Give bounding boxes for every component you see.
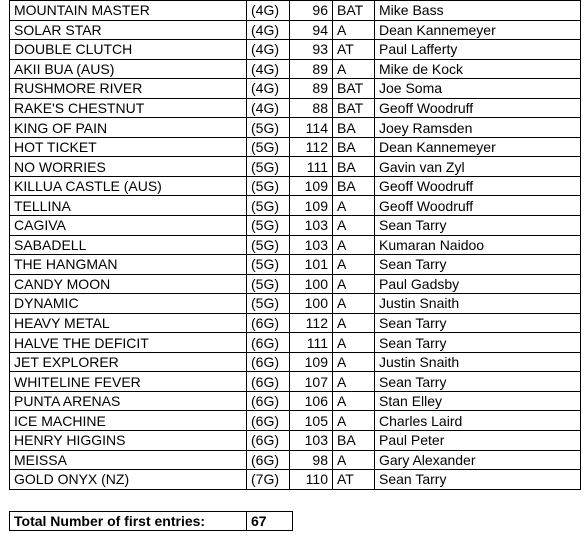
equipment-code-cell: AT bbox=[333, 470, 375, 490]
equipment-code-cell: A bbox=[333, 216, 375, 236]
horse-name-cell: THE HANGMAN bbox=[10, 255, 247, 275]
age-cell: (5G) bbox=[247, 118, 290, 138]
trainer-cell: Dean Kannemeyer bbox=[375, 20, 581, 40]
age-cell: (5G) bbox=[247, 235, 290, 255]
age-cell: (6G) bbox=[247, 372, 290, 392]
age-cell: (5G) bbox=[247, 176, 290, 196]
equipment-code-cell: BA bbox=[333, 176, 375, 196]
age-cell: (6G) bbox=[247, 431, 290, 451]
age-cell: (4G) bbox=[247, 79, 290, 99]
horse-name-cell: MOUNTAIN MASTER bbox=[10, 1, 247, 21]
horse-name-cell: RUSHMORE RIVER bbox=[10, 79, 247, 99]
age-cell: (4G) bbox=[247, 20, 290, 40]
horse-name-cell: DYNAMIC bbox=[10, 294, 247, 314]
horse-name-cell: TELLINA bbox=[10, 196, 247, 216]
trainer-cell: Justin Snaith bbox=[375, 352, 581, 372]
age-cell: (5G) bbox=[247, 137, 290, 157]
table-row bbox=[10, 196, 581, 216]
equipment-code-cell: A bbox=[333, 391, 375, 411]
horse-name-cell: KING OF PAIN bbox=[10, 118, 247, 138]
equipment-code-cell: A bbox=[333, 20, 375, 40]
equipment-code-cell: A bbox=[333, 333, 375, 353]
age-cell: (6G) bbox=[247, 333, 290, 353]
horse-name-cell: GOLD ONYX (NZ) bbox=[10, 470, 247, 490]
age-cell: (4G) bbox=[247, 40, 290, 60]
trainer-cell: Sean Tarry bbox=[375, 470, 581, 490]
trainer-cell: Joe Soma bbox=[375, 79, 581, 99]
age-cell: (4G) bbox=[247, 59, 290, 79]
equipment-code-cell: A bbox=[333, 274, 375, 294]
table-row bbox=[10, 216, 581, 236]
summary-table bbox=[9, 511, 293, 531]
age-cell: (5G) bbox=[247, 196, 290, 216]
summary-label: Total Number of first entries: bbox=[10, 512, 247, 531]
equipment-code-cell: A bbox=[333, 411, 375, 431]
equipment-code-cell: A bbox=[333, 59, 375, 79]
equipment-code-cell: A bbox=[333, 450, 375, 470]
entries-table-body bbox=[10, 1, 581, 490]
table-row bbox=[10, 313, 581, 333]
horse-name-cell: MEISSA bbox=[10, 450, 247, 470]
rating-cell: 103 bbox=[290, 235, 333, 255]
rating-cell: 112 bbox=[290, 137, 333, 157]
rating-cell: 88 bbox=[290, 98, 333, 118]
rating-cell: 112 bbox=[290, 313, 333, 333]
rating-cell: 109 bbox=[290, 196, 333, 216]
horse-name-cell: KILLUA CASTLE (AUS) bbox=[10, 176, 247, 196]
table-row bbox=[10, 40, 581, 60]
equipment-code-cell: A bbox=[333, 235, 375, 255]
trainer-cell: Sean Tarry bbox=[375, 255, 581, 275]
horse-name-cell: RAKE'S CHESTNUT bbox=[10, 98, 247, 118]
equipment-code-cell: A bbox=[333, 352, 375, 372]
equipment-code-cell: BAT bbox=[333, 98, 375, 118]
horse-name-cell: SOLAR STAR bbox=[10, 20, 247, 40]
rating-cell: 98 bbox=[290, 450, 333, 470]
age-cell: (5G) bbox=[247, 294, 290, 314]
table-row bbox=[10, 333, 581, 353]
table-row bbox=[10, 372, 581, 392]
equipment-code-cell: BAT bbox=[333, 1, 375, 21]
table-row bbox=[10, 98, 581, 118]
trainer-cell: Geoff Woodruff bbox=[375, 98, 581, 118]
rating-cell: 109 bbox=[290, 352, 333, 372]
table-row bbox=[10, 20, 581, 40]
horse-name-cell: HALVE THE DEFICIT bbox=[10, 333, 247, 353]
horse-name-cell: HEAVY METAL bbox=[10, 313, 247, 333]
equipment-code-cell: BAT bbox=[333, 79, 375, 99]
trainer-cell: Gavin van Zyl bbox=[375, 157, 581, 177]
age-cell: (6G) bbox=[247, 450, 290, 470]
age-cell: (6G) bbox=[247, 313, 290, 333]
rating-cell: 103 bbox=[290, 431, 333, 451]
equipment-code-cell: BA bbox=[333, 431, 375, 451]
rating-cell: 100 bbox=[290, 274, 333, 294]
age-cell: (6G) bbox=[247, 411, 290, 431]
table-row bbox=[10, 255, 581, 275]
age-cell: (4G) bbox=[247, 98, 290, 118]
rating-cell: 103 bbox=[290, 216, 333, 236]
horse-name-cell: HOT TICKET bbox=[10, 137, 247, 157]
table-row bbox=[10, 431, 581, 451]
trainer-cell: Geoff Woodruff bbox=[375, 196, 581, 216]
rating-cell: 109 bbox=[290, 176, 333, 196]
rating-cell: 96 bbox=[290, 1, 333, 21]
trainer-cell: Geoff Woodruff bbox=[375, 176, 581, 196]
trainer-cell: Sean Tarry bbox=[375, 216, 581, 236]
equipment-code-cell: A bbox=[333, 196, 375, 216]
equipment-code-cell: A bbox=[333, 313, 375, 333]
age-cell: (5G) bbox=[247, 157, 290, 177]
trainer-cell: Justin Snaith bbox=[375, 294, 581, 314]
trainer-cell: Gary Alexander bbox=[375, 450, 581, 470]
rating-cell: 94 bbox=[290, 20, 333, 40]
table-row bbox=[10, 137, 581, 157]
table-row bbox=[10, 59, 581, 79]
table-row bbox=[10, 450, 581, 470]
trainer-cell: Mike Bass bbox=[375, 1, 581, 21]
equipment-code-cell: AT bbox=[333, 40, 375, 60]
table-row bbox=[10, 294, 581, 314]
rating-cell: 100 bbox=[290, 294, 333, 314]
horse-name-cell: SABADELL bbox=[10, 235, 247, 255]
table-row bbox=[10, 176, 581, 196]
horse-name-cell: DOUBLE CLUTCH bbox=[10, 40, 247, 60]
rating-cell: 93 bbox=[290, 40, 333, 60]
age-cell: (6G) bbox=[247, 391, 290, 411]
table-row bbox=[10, 118, 581, 138]
trainer-cell: Sean Tarry bbox=[375, 333, 581, 353]
age-cell: (5G) bbox=[247, 274, 290, 294]
table-row bbox=[10, 391, 581, 411]
horse-name-cell: PUNTA ARENAS bbox=[10, 391, 247, 411]
rating-cell: 89 bbox=[290, 79, 333, 99]
rating-cell: 106 bbox=[290, 391, 333, 411]
horse-name-cell: HENRY HIGGINS bbox=[10, 431, 247, 451]
trainer-cell: Paul Gadsby bbox=[375, 274, 581, 294]
age-cell: (5G) bbox=[247, 216, 290, 236]
rating-cell: 114 bbox=[290, 118, 333, 138]
equipment-code-cell: BA bbox=[333, 137, 375, 157]
rating-cell: 107 bbox=[290, 372, 333, 392]
trainer-cell: Mike de Kock bbox=[375, 59, 581, 79]
horse-name-cell: CAGIVA bbox=[10, 216, 247, 236]
horse-name-cell: ICE MACHINE bbox=[10, 411, 247, 431]
trainer-cell: Paul Lafferty bbox=[375, 40, 581, 60]
rating-cell: 111 bbox=[290, 157, 333, 177]
table-row bbox=[10, 411, 581, 431]
trainer-cell: Sean Tarry bbox=[375, 372, 581, 392]
trainer-cell: Stan Elley bbox=[375, 391, 581, 411]
summary-value: 67 bbox=[247, 512, 293, 531]
entries-table bbox=[9, 0, 581, 490]
table-row bbox=[10, 352, 581, 372]
age-cell: (5G) bbox=[247, 255, 290, 275]
equipment-code-cell: A bbox=[333, 255, 375, 275]
trainer-cell: Kumaran Naidoo bbox=[375, 235, 581, 255]
equipment-code-cell: A bbox=[333, 294, 375, 314]
table-row bbox=[10, 235, 581, 255]
trainer-cell: Dean Kannemeyer bbox=[375, 137, 581, 157]
horse-name-cell: AKII BUA (AUS) bbox=[10, 59, 247, 79]
table-row bbox=[10, 470, 581, 490]
rating-cell: 110 bbox=[290, 470, 333, 490]
equipment-code-cell: BA bbox=[333, 157, 375, 177]
trainer-cell: Sean Tarry bbox=[375, 313, 581, 333]
trainer-cell: Joey Ramsden bbox=[375, 118, 581, 138]
trainer-cell: Paul Peter bbox=[375, 431, 581, 451]
age-cell: (4G) bbox=[247, 1, 290, 21]
table-row bbox=[10, 1, 581, 21]
equipment-code-cell: A bbox=[333, 372, 375, 392]
horse-name-cell: CANDY MOON bbox=[10, 274, 247, 294]
summary-row bbox=[10, 512, 293, 531]
table-row bbox=[10, 79, 581, 99]
equipment-code-cell: BA bbox=[333, 118, 375, 138]
rating-cell: 89 bbox=[290, 59, 333, 79]
rating-cell: 101 bbox=[290, 255, 333, 275]
table-row bbox=[10, 157, 581, 177]
trainer-cell: Charles Laird bbox=[375, 411, 581, 431]
rating-cell: 105 bbox=[290, 411, 333, 431]
age-cell: (6G) bbox=[247, 352, 290, 372]
rating-cell: 111 bbox=[290, 333, 333, 353]
table-row bbox=[10, 274, 581, 294]
horse-name-cell: NO WORRIES bbox=[10, 157, 247, 177]
horse-name-cell: WHITELINE FEVER bbox=[10, 372, 247, 392]
age-cell: (7G) bbox=[247, 470, 290, 490]
horse-name-cell: JET EXPLORER bbox=[10, 352, 247, 372]
